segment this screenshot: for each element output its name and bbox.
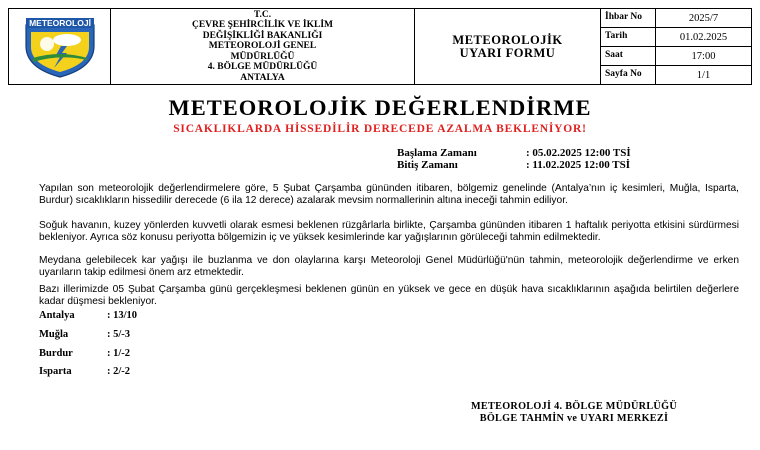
meta-value: 1/1 [656, 66, 752, 85]
paragraph [39, 220, 739, 243]
signature-block [412, 401, 736, 425]
org-line: DEĞİŞİKLİĞİ BAKANLIĞI [202, 30, 323, 41]
meta-label: Saat [601, 47, 656, 66]
org-line: MÜDÜRLÜĞÜ [230, 51, 295, 62]
city-row [39, 329, 130, 340]
org-line: ANTALYA [240, 72, 285, 83]
paragraph-text: Soğuk havanın, kuzey yönlerden kuvvetli olarak esmesi beklenen rüzgârlarla birlikte, Çarşamba gününden itibaren 1 haftalık periyotta etkisini sürdürmesi bekleniyor. Ayrıca söz konusu periyotta bölgemizin iç ve yüksek kesimlerinde kar yağışlarının görüleceği tahmin edilmektedir. [39, 220, 739, 243]
validity-times [397, 148, 631, 171]
end-time-value: : 11.02.2025 12:00 TSİ [526, 158, 631, 171]
paragraph [39, 183, 739, 206]
form-title-line: UYARI FORMU [459, 45, 556, 60]
city-value: : 5/-3 [107, 329, 131, 340]
city-row [39, 310, 137, 321]
meta-value: 17:00 [656, 47, 752, 66]
meta-value: 2025/7 [656, 9, 752, 28]
paragraph-text: Yapılan son meteorolojik değerlendirmelere göre, 5 Şubat Çarşamba gününden itibaren, bölgemiz genelinde (Antalya’nın iç kesimleri, Muğla, Isparta, Burdur) sıcaklıkların hissedilir derecede (6 ila 12 derece) azalarak mevsim normallerinin altına ineceği tahmin ediliyor. [39, 183, 739, 206]
organization-block [111, 9, 415, 85]
form-title [415, 9, 601, 85]
city-value: : 13/10 [107, 310, 138, 321]
meta-label: İhbar No [601, 9, 656, 28]
paragraph-text: Meydana gelebilecek kar yağışı ile buzlanma ve don olaylarına karşı Meteoroloji Genel Müdürlüğü'nün tahmin, meteorolojik değerlendirme ve erken uyarıların takip edilmesi önem arz etmektedir. [39, 255, 739, 278]
end-time-label: Bitiş Zamanı [397, 158, 458, 171]
city-value: : 1/-2 [107, 348, 131, 359]
footer-line: BÖLGE TAHMİN ve UYARI MERKEZİ [479, 413, 669, 424]
city-value: : 2/-2 [107, 366, 131, 377]
org-line: ÇEVRE ŞEHİRCİLİK VE İKLİM [191, 20, 334, 31]
warning-subtitle: SICAKLIKLARDA HİSSEDİLİR DERECEDE AZALMA BEKLENİYOR! [173, 123, 587, 135]
start-time-label: Başlama Zamanı [397, 147, 477, 159]
city-name: Antalya [39, 310, 75, 321]
paragraph-text: Bazı illerimizde 05 Şubat Çarşamba günü gerçekleşmesi beklenen günün en yüksek ve gece en düşük hava sıcaklıklarının aşağıda belirtilen değerlere kadar düşmesi bekleniyor. [39, 284, 739, 307]
org-line: 4. BÖLGE MÜDÜRLÜĞÜ [207, 62, 318, 73]
city-row [39, 348, 130, 359]
org-line: METEOROLOJİ GENEL [208, 41, 317, 52]
org-line: T.C. [253, 9, 272, 20]
start-time-value: : 05.02.2025 12:00 TSİ [526, 147, 631, 159]
paragraph [39, 255, 739, 278]
meteoroloji-logo [23, 16, 97, 78]
page-title: METEOROLOJİK DEĞERLENDİRME [168, 95, 592, 120]
logo-cell [9, 9, 111, 85]
city-row [39, 366, 130, 377]
city-name: Isparta [39, 366, 72, 377]
city-name: Burdur [39, 348, 73, 359]
city-name: Muğla [39, 329, 69, 340]
document-header [8, 8, 752, 85]
form-title-line: METEOROLOJİK [452, 32, 563, 47]
logo-text: METEOROLOJİ [28, 17, 91, 28]
footer-line: METEOROLOJİ 4. BÖLGE MÜDÜRLÜĞÜ [471, 401, 677, 412]
meta-value: 01.02.2025 [656, 28, 752, 47]
paragraph [39, 284, 739, 307]
meta-label: Sayfa No [601, 66, 656, 85]
meta-label: Tarih [601, 28, 656, 47]
